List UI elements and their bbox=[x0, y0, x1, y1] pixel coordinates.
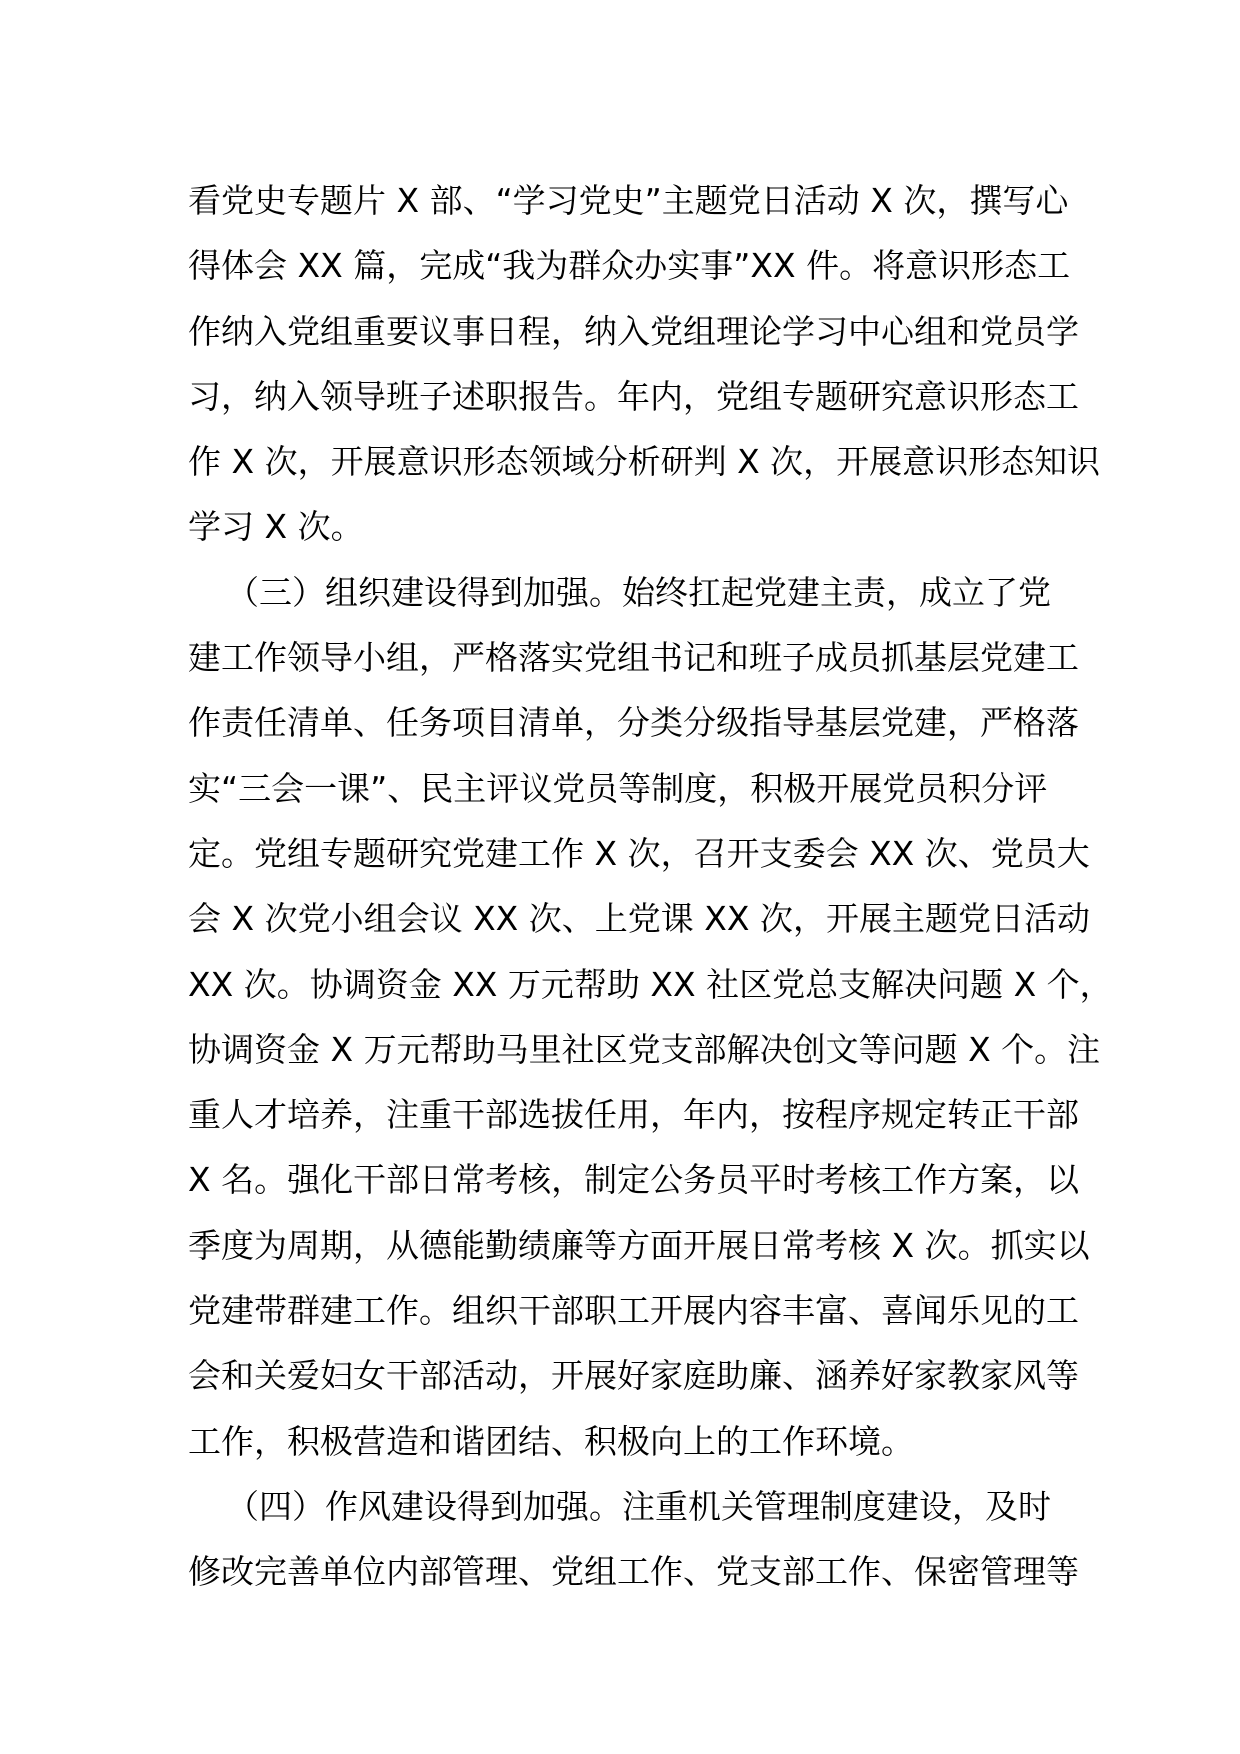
text-line-7: （三）组织建设得到加强。始终扛起党建主责，成立了党 bbox=[226, 572, 1051, 612]
text-line-14: 协调资金 X 万元帮助马里社区党支部解决创文等问题 X 个。注 bbox=[188, 1029, 1101, 1069]
text-line-17: 季度为周期，从德能勤绩廉等方面开展日常考核 X 次。抓实以 bbox=[188, 1225, 1090, 1265]
text-line-3: 作纳入党组重要议事日程，纳入党组理论学习中心组和党员学 bbox=[188, 311, 1079, 351]
text-line-4: 习，纳入领导班子述职报告。年内，党组专题研究意识形态工 bbox=[188, 376, 1079, 416]
text-line-10: 实“三会一课”、民主评议党员等制度，积极开展党员积分评 bbox=[188, 768, 1048, 808]
text-line-18: 党建带群建工作。组织干部职工开展内容丰富、喜闻乐见的工 bbox=[188, 1291, 1079, 1331]
text-line-20: 工作，积极营造和谐团结、积极向上的工作环境。 bbox=[188, 1421, 914, 1461]
text-line-22: 修改完善单位内部管理、党组工作、党支部工作、保密管理等 bbox=[188, 1552, 1079, 1592]
text-line-16: X 名。强化干部日常考核，制定公务员平时考核工作方案，以 bbox=[188, 1160, 1080, 1200]
text-line-15: 重人才培养，注重干部选拔任用，年内，按程序规定转正干部 bbox=[188, 1095, 1079, 1135]
text-line-6: 学习 X 次。 bbox=[188, 507, 364, 547]
text-line-13: XX 次。协调资金 XX 万元帮助 XX 社区党总支解决问题 X 个， bbox=[188, 964, 1113, 1004]
text-line-12: 会 X 次党小组会议 XX 次、上党课 XX 次，开展主题党日活动 bbox=[188, 899, 1090, 939]
body-text bbox=[188, 168, 1113, 1605]
text-line-8: 建工作领导小组，严格落实党组书记和班子成员抓基层党建工 bbox=[188, 638, 1079, 678]
text-line-11: 定。党组专题研究党建工作 X 次，召开支委会 XX 次、党员大 bbox=[188, 833, 1090, 873]
text-line-1: 看党史专题片 X 部、“学习党史”主题党日活动 X 次，撰写心 bbox=[188, 181, 1069, 220]
text-line-9: 作责任清单、任务项目清单，分类分级指导基层党建，严格落 bbox=[188, 703, 1079, 743]
text-line-5: 作 X 次，开展意识形态领域分析研判 X 次，开展意识形态知识 bbox=[188, 442, 1101, 482]
text-line-21: （四）作风建设得到加强。注重机关管理制度建设，及时 bbox=[226, 1486, 1051, 1526]
text-line-2: 得体会 XX 篇，完成“我为群众办实事”XX 件。将意识形态工 bbox=[188, 246, 1071, 286]
text-line-19: 会和关爱妇女干部活动，开展好家庭助廉、涵养好家教家风等 bbox=[188, 1356, 1079, 1396]
